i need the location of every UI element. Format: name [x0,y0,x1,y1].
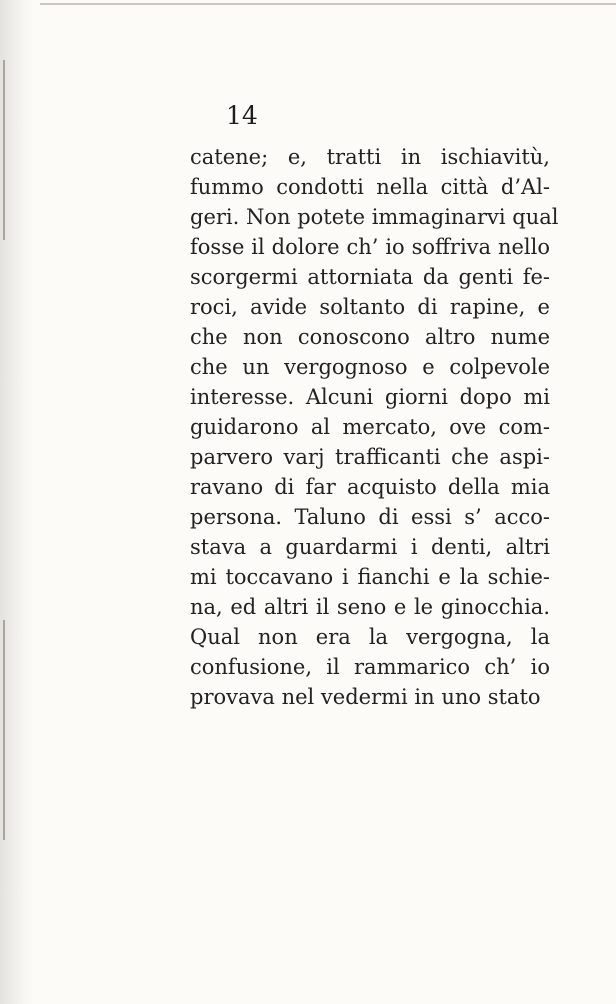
text-line: provava nel vedermi in uno stato [190,685,541,709]
text-line: fummo condotti nella città d’Al- [190,175,550,199]
text-line: confusione, il rammarico ch’ io [190,655,550,679]
page-top-edge [40,3,616,5]
text-line: ravano di far acquisto della mia [190,475,550,499]
text-line: mi toccavano i fianchi e la schie- [190,565,550,589]
page-number: 14 [226,101,258,130]
text-line: Qual non era la vergogna, la [190,625,550,649]
edge-shadow [3,620,5,840]
edge-shadow [3,60,5,240]
text-line: catene; e, tratti in ischiavitù, [190,145,550,169]
text-line: stava a guardarmi i denti, altri [190,535,550,559]
text-line: parvero varj trafficanti che aspi- [190,445,550,469]
binding-edge [0,0,34,1004]
text-line: che non conoscono altro nume [190,325,550,349]
text-line: che un vergognoso e colpevole [190,355,550,379]
text-line: interesse. Alcuni giorni dopo mi [190,385,550,409]
text-line: scorgermi attorniata da genti fe- [190,265,550,289]
text-line: guidarono al mercato, ove com- [190,415,550,439]
text-line: roci, avide soltanto di rapine, e [190,295,550,319]
text-line: persona. Taluno di essi s’ acco- [190,505,550,529]
text-line: geri. Non potete immaginarvi qual [190,205,559,229]
text-line: fosse il dolore ch’ io soffriva nello [190,235,550,259]
text-line: na, ed altri il seno e le ginocchia. [190,595,550,619]
body-text [190,142,559,712]
